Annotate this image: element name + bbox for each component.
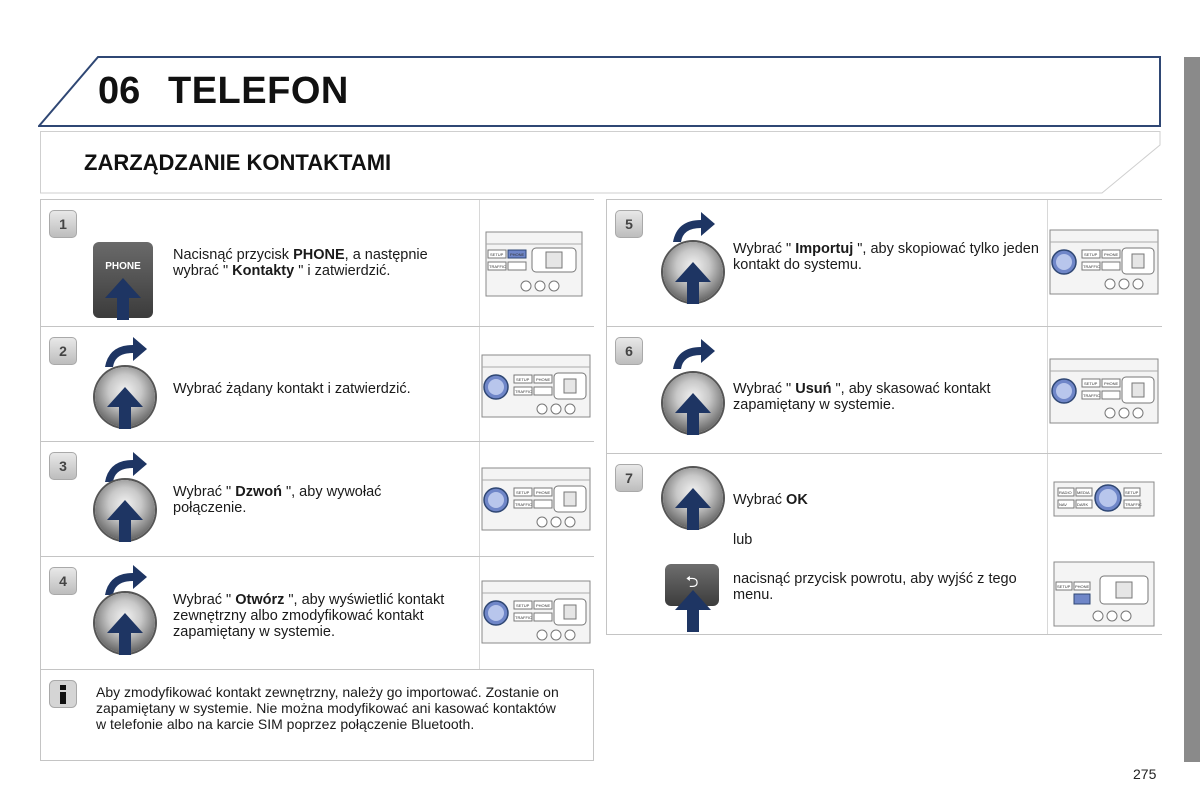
- step-4-text: Wybrać " Otwórz ", aby wyświetlić kontakt zewnętrzny albo zmodyfikować kontakt zapamiętany w systemie.: [173, 592, 445, 640]
- svg-text:SETUP: SETUP: [1084, 252, 1098, 257]
- svg-text:MEDIA: MEDIA: [1077, 490, 1090, 495]
- page-number: 275: [1133, 766, 1157, 782]
- svg-text:RADIO: RADIO: [1059, 490, 1072, 495]
- svg-text:TRAFFIC: TRAFFIC: [1083, 264, 1100, 269]
- step-2-text: Wybrać żądany kontakt i zatwierdzić.: [173, 381, 411, 397]
- chapter-number: 06: [98, 70, 141, 112]
- rotate-arrow-icon: [103, 563, 149, 597]
- phone-button-label: PHONE: [105, 261, 141, 272]
- chapter-side-tab: [1184, 57, 1200, 762]
- radio-thumbnail: [1047, 200, 1162, 326]
- step-2-panel: [40, 326, 594, 442]
- radio-thumbnail-bottom: [1047, 546, 1162, 634]
- info-icon: [49, 680, 77, 708]
- up-arrow-icon: [675, 393, 711, 435]
- svg-text:TRAFFIC: TRAFFIC: [515, 502, 532, 507]
- svg-text:SETUP: SETUP: [1057, 584, 1071, 589]
- setup-label: SETUP: [490, 252, 504, 257]
- step-5-text: Wybrać " Importuj ", aby skopiować tylko jeden kontakt do systemu.: [733, 241, 1039, 273]
- step-7-or-label: lub: [733, 532, 753, 548]
- step-5-panel: [606, 199, 1162, 327]
- chapter-title: TELEFON: [168, 70, 349, 112]
- info-text: Aby zmodyfikować kontakt zewnętrzny, należy go importować. Zostanie on zapamiętany w systemie. Nie można modyfikować ani kasować kontaktów w telefonie albo na karcie SIM poprzez połączenie Bluetooth.: [96, 684, 559, 732]
- radio-thumbnail: [1047, 327, 1162, 453]
- svg-text:SETUP: SETUP: [516, 603, 530, 608]
- svg-text:SETUP: SETUP: [516, 490, 530, 495]
- svg-text:SETUP: SETUP: [1125, 490, 1139, 495]
- up-arrow-icon: [675, 590, 711, 632]
- step-number-badge: 5: [615, 210, 643, 238]
- radio-thumbnail: [479, 557, 594, 669]
- up-arrow-icon: [675, 488, 711, 530]
- step-number-badge: 1: [49, 210, 77, 238]
- svg-text:SETUP: SETUP: [516, 377, 530, 382]
- svg-text:PHONE: PHONE: [1104, 381, 1119, 386]
- radio-thumbnail: [479, 442, 594, 556]
- svg-text:PHONE: PHONE: [1075, 584, 1090, 589]
- step-3-text: Wybrać " Dzwoń ", aby wywołać połączenie.: [173, 484, 382, 516]
- svg-text:PHONE: PHONE: [1104, 252, 1119, 257]
- rotate-arrow-icon: [671, 210, 717, 244]
- svg-text:DARK: DARK: [1077, 502, 1089, 507]
- svg-text:TRAFFIC: TRAFFIC: [515, 615, 532, 620]
- svg-text:PHONE: PHONE: [536, 490, 551, 495]
- back-icon: ⮌: [685, 574, 699, 591]
- up-arrow-icon: [107, 613, 143, 655]
- rotate-arrow-icon: [671, 337, 717, 371]
- step-6-panel: [606, 326, 1162, 454]
- step-number-badge: 2: [49, 337, 77, 365]
- up-arrow-icon: [105, 278, 141, 320]
- svg-text:TRAFFIC: TRAFFIC: [515, 389, 532, 394]
- step-7-alt-text: nacisnąć przycisk powrotu, aby wyjść z tego menu.: [733, 571, 1017, 603]
- rotate-arrow-icon: [103, 335, 149, 369]
- rotate-arrow-icon: [103, 450, 149, 484]
- step-number-badge: 3: [49, 452, 77, 480]
- step-3-panel: [40, 441, 594, 557]
- svg-text:PHONE: PHONE: [536, 603, 551, 608]
- svg-text:NAV: NAV: [1059, 502, 1067, 507]
- svg-text:PHONE: PHONE: [536, 377, 551, 382]
- svg-text:TRAFFIC: TRAFFIC: [1083, 393, 1100, 398]
- step-1-panel: [40, 199, 594, 327]
- phone-label: PHONE: [510, 252, 525, 257]
- radio-thumbnail-top: [1047, 454, 1162, 546]
- svg-text:TRAFFIC: TRAFFIC: [1125, 502, 1142, 507]
- step-number-badge: 6: [615, 337, 643, 365]
- up-arrow-icon: [107, 500, 143, 542]
- up-arrow-icon: [675, 262, 711, 304]
- step-7-panel: [606, 453, 1162, 635]
- traffic-label: TRAFFIC: [489, 264, 506, 269]
- radio-thumbnail: [479, 327, 594, 441]
- step-number-badge: 7: [615, 464, 643, 492]
- svg-text:SETUP: SETUP: [1084, 381, 1098, 386]
- step-7-text: Wybrać OK: [733, 492, 808, 508]
- section-title: ZARZĄDZANIE KONTAKTAMI: [84, 150, 392, 175]
- radio-thumbnail: [479, 200, 594, 326]
- up-arrow-icon: [107, 387, 143, 429]
- step-6-text: Wybrać " Usuń ", aby skasować kontakt zapamiętany w systemie.: [733, 381, 991, 413]
- step-number-badge: 4: [49, 567, 77, 595]
- step-4-panel: [40, 556, 594, 670]
- step-1-text: Nacisnąć przycisk PHONE, a następnie wybrać " Kontakty " i zatwierdzić.: [173, 247, 428, 279]
